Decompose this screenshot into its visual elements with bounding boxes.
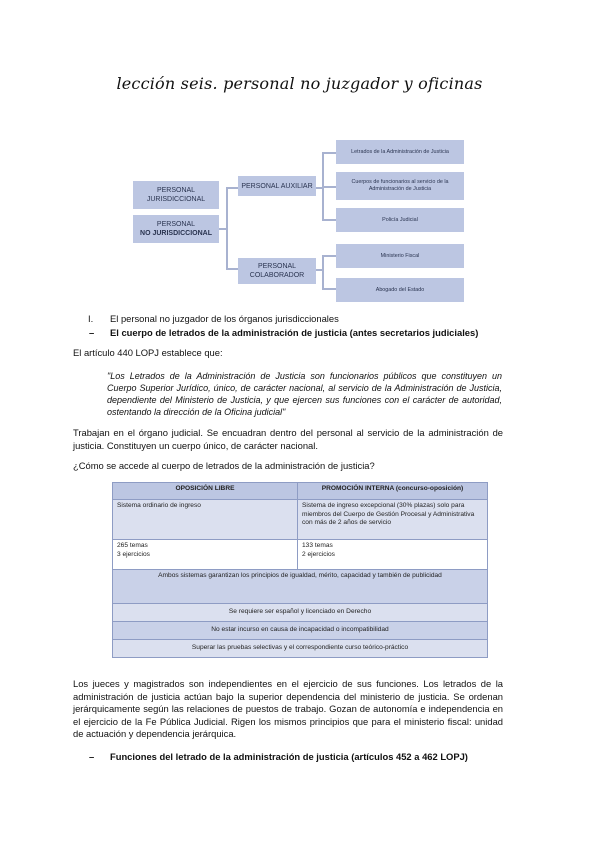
- connector-line: [322, 186, 336, 188]
- box-personal-no-jurisdiccional: PERSONAL NO JURISDICCIONAL: [133, 215, 219, 243]
- box-policia-judicial: Policía Judicial: [336, 208, 464, 232]
- list-item: Funciones del letrado de la administración de justicia (artículos 452 a 462 LOPJ): [110, 751, 468, 762]
- box-cuerpos-funcionarios: Cuerpos de funcionarios al servicio de la Administración de Justicia: [336, 172, 464, 200]
- box-ministerio-fiscal: Ministerio Fiscal: [336, 244, 464, 268]
- box-personal-auxiliar: PERSONAL AUXILIAR: [238, 176, 316, 196]
- connector-line: [218, 228, 228, 230]
- paragraph: ¿Cómo se accede al cuerpo de letrados de la administración de justicia?: [73, 460, 375, 471]
- list-marker: –: [89, 751, 95, 762]
- box-personal-colaborador: PERSONAL COLABORADOR: [238, 258, 316, 284]
- box-personal-jurisdiccional: PERSONAL JURISDICCIONAL: [133, 181, 219, 209]
- paragraph: Los jueces y magistrados son independientes en el ejercicio de sus funciones. Los letrados de la administración de justicia actúan bajo la superior dependencia del ministerio de justicia. Se ordenan jerárquicamente según las relaciones de puestos de trabajo. Gozan de autonomía e independencia en el ejercicio de la Fe Pública Judicial. Rigen los mismos principios que para el ministerio fiscal: unidad de actuación y dependencia jerárquica.: [73, 678, 503, 739]
- box-abogado-estado: Abogado del Estado: [336, 278, 464, 302]
- page-title: lección seis. personal no juzgador y oficinas: [116, 74, 483, 93]
- list-marker: –: [89, 327, 95, 338]
- access-table: [112, 482, 488, 658]
- table-cell: Superar las pruebas selectivas y el correspondiente curso teórico-práctico: [113, 640, 488, 658]
- connector-line: [316, 269, 324, 271]
- table-cell: 265 temas 3 ejercicios: [113, 540, 298, 570]
- connector-line: [322, 288, 336, 290]
- table-header: OPOSICIÓN LIBRE: [113, 483, 298, 500]
- connector-line: [322, 219, 336, 221]
- table-header: PROMOCIÓN INTERNA (concurso-oposición): [298, 483, 488, 500]
- connector-line: [322, 255, 336, 257]
- quote: "Los Letrados de la Administración de Justicia son funcionarios públicos que constituyen un Cuerpo Superior Jurídico, único, de carácter nacional, al servicio de la Administración de Justicia, dependiente del Ministerio de Justicia, y que ejercen sus funciones con el carácter de autoridad, ostentando la dirección de la Oficina judicial": [107, 371, 502, 417]
- connector-line: [226, 187, 238, 189]
- paragraph: El artículo 440 LOPJ establece que:: [73, 347, 223, 358]
- list-marker: I.: [88, 313, 94, 324]
- list-item: El cuerpo de letrados de la administración de justicia (antes secretarios judiciales): [110, 327, 479, 338]
- table-cell: Sistema de ingreso excepcional (30% plazas) solo para miembros del Cuerpo de Gestión Procesal y Administrativa con más de 2 años de servicio: [298, 500, 488, 540]
- paragraph: Trabajan en el órgano judicial. Se encuadran dentro del personal al servicio de la administración de justicia. Constituyen un cuerpo único, de carácter nacional.: [73, 427, 503, 451]
- connector-line: [322, 152, 336, 154]
- table-cell: No estar incurso en causa de incapacidad o incompatibilidad: [113, 622, 488, 640]
- table-cell: Sistema ordinario de ingreso: [113, 500, 298, 540]
- list-item: El personal no juzgador de los órganos jurisdiccionales: [110, 313, 339, 324]
- connector-line: [226, 268, 238, 270]
- box-letrados: Letrados de la Administración de Justicia: [336, 140, 464, 164]
- connector-line: [322, 255, 324, 289]
- table-cell: 133 temas 2 ejercicios: [298, 540, 488, 570]
- table-cell: Se requiere ser español y licenciado en Derecho: [113, 604, 488, 622]
- table-cell: Ambos sistemas garantizan los principios de igualdad, mérito, capacidad y también de publicidad: [113, 570, 488, 604]
